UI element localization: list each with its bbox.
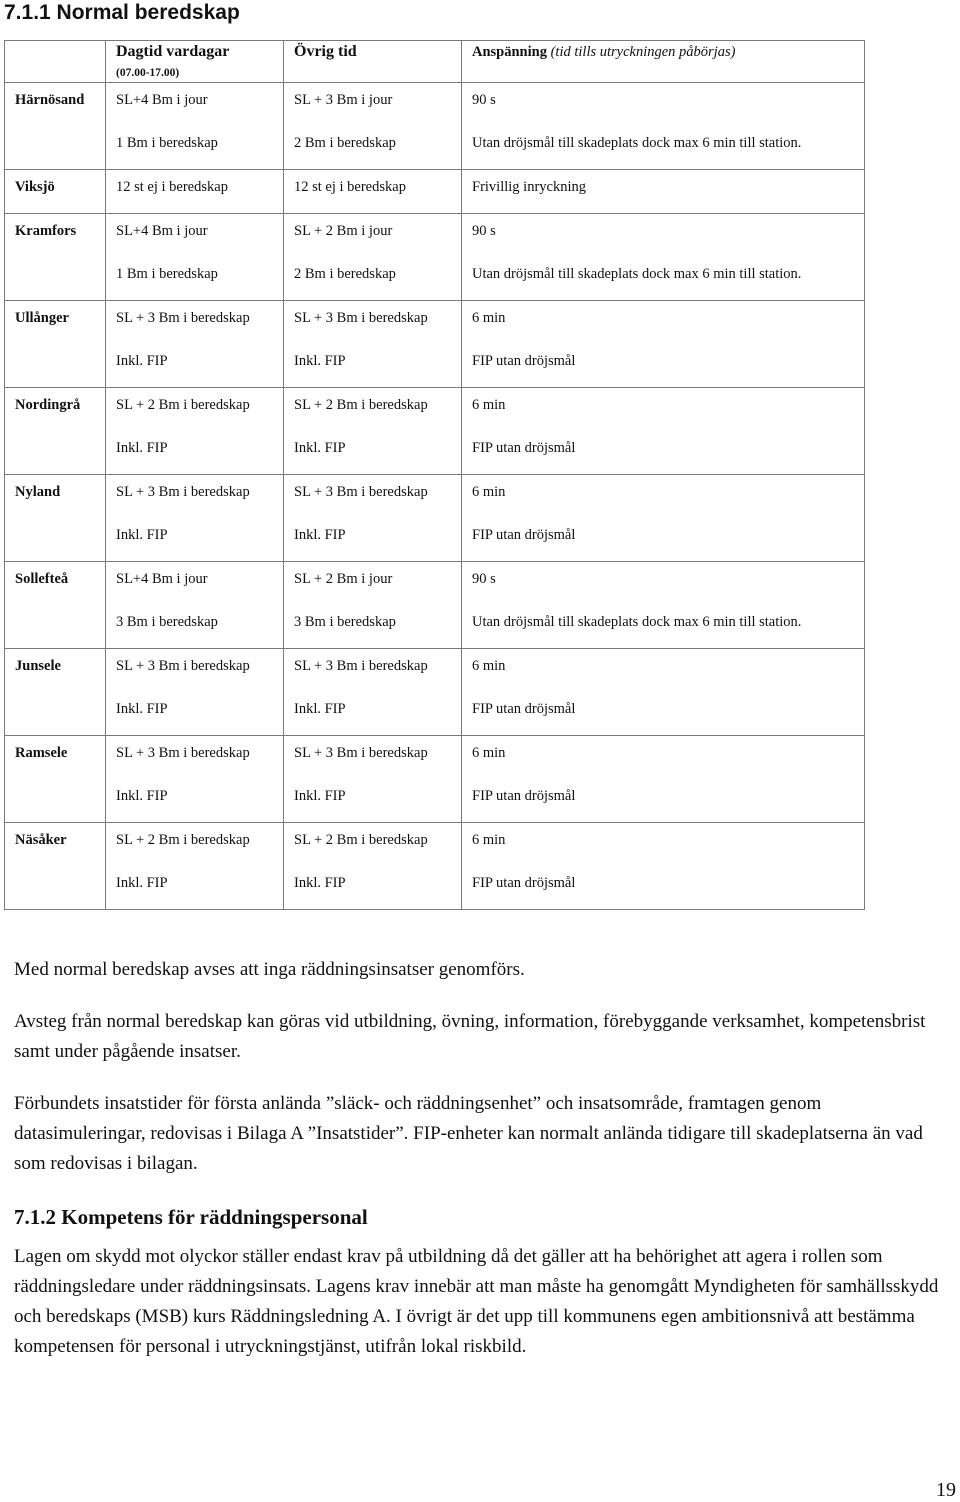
- response-time-line: 90 s: [472, 223, 496, 239]
- daytime-staffing-cell: [106, 83, 284, 170]
- other-time-staffing-line: SL + 3 Bm i beredskap: [294, 310, 428, 326]
- station-name: [5, 649, 106, 736]
- response-time-line: 6 min: [472, 658, 506, 674]
- response-time-cell: [462, 388, 865, 475]
- other-time-staffing-cell: [284, 214, 462, 301]
- daytime-staffing-line: SL + 3 Bm i beredskap: [116, 745, 250, 761]
- station-name: [5, 823, 106, 910]
- daytime-staffing-line: SL+4 Bm i jour: [116, 92, 208, 108]
- other-time-staffing-cell: [284, 475, 462, 562]
- paragraph-competence: Lagen om skydd mot olyckor ställer endast krav på utbildning då det gäller att ha behörighet att agera i rollen som räddningsledare under räddningsinsats. Lagens krav innebär att man måste ha genomgått Myndigheten för samhällsskydd och beredskaps (MSB) kurs Räddningsledning A. I övrigt är det upp till kommunens egen ambitionsnivå att bestämma kompetensen för personal i utryckningstjänst, utifrån lokal riskbild.: [14, 1246, 939, 1357]
- daytime-staffing-line: Inkl. FIP: [116, 527, 168, 543]
- paragraph-normal-readiness: Med normal beredskap avses att inga räddningsinsatser genomförs.: [14, 959, 525, 980]
- other-time-staffing-line: SL + 3 Bm i beredskap: [294, 658, 428, 674]
- daytime-staffing-line: SL + 2 Bm i beredskap: [116, 832, 250, 848]
- response-time-line: FIP utan dröjsmål: [472, 701, 576, 717]
- station-name-text: Kramfors: [15, 223, 77, 239]
- daytime-staffing-cell: [106, 736, 284, 823]
- table-row: [5, 649, 865, 736]
- response-time-line: Utan dröjsmål till skadeplats dock max 6 min till station.: [472, 614, 802, 630]
- other-time-staffing-line: SL + 2 Bm i beredskap: [294, 397, 428, 413]
- other-time-staffing-line: 12 st ej i beredskap: [294, 179, 406, 195]
- station-name-text: Ramsele: [15, 745, 68, 761]
- other-time-staffing-line: Inkl. FIP: [294, 701, 346, 717]
- daytime-staffing-cell: [106, 823, 284, 910]
- daytime-staffing-cell: [106, 214, 284, 301]
- table-row: [5, 475, 865, 562]
- station-name: [5, 562, 106, 649]
- response-time-line: 90 s: [472, 92, 496, 108]
- daytime-staffing-cell: [106, 475, 284, 562]
- response-time-cell: [462, 736, 865, 823]
- other-time-staffing-line: SL + 3 Bm i beredskap: [294, 745, 428, 761]
- daytime-staffing-line: 1 Bm i beredskap: [116, 266, 218, 282]
- other-time-staffing-cell: [284, 823, 462, 910]
- response-time-cell: [462, 649, 865, 736]
- header-place: [5, 41, 106, 83]
- response-time-cell: [462, 562, 865, 649]
- daytime-staffing-line: SL + 3 Bm i beredskap: [116, 310, 250, 326]
- daytime-staffing-line: SL+4 Bm i jour: [116, 571, 208, 587]
- header-response-title: Anspänning (tid tills utryckningen påbörjas): [472, 44, 736, 60]
- table-row: [5, 170, 865, 214]
- paragraph-response-times: Förbundets insatstider för första anlända ”släck- och räddningsenhet” och insatsområde, framtagen genom datasimuleringar, redovisas i Bilaga A ”Insatstider”. FIP-enheter kan normalt anlända tidigare till skadeplatserna än vad som redovisas i bilagan.: [14, 1093, 923, 1174]
- other-time-staffing-cell: [284, 301, 462, 388]
- table-row: [5, 562, 865, 649]
- response-time-line: Utan dröjsmål till skadeplats dock max 6 min till station.: [472, 266, 802, 282]
- station-name: [5, 301, 106, 388]
- other-time-staffing-cell: [284, 388, 462, 475]
- response-time-line: 90 s: [472, 571, 496, 587]
- other-time-staffing-line: Inkl. FIP: [294, 875, 346, 891]
- other-time-staffing-line: SL + 3 Bm i beredskap: [294, 484, 428, 500]
- response-time-line: Utan dröjsmål till skadeplats dock max 6 min till station.: [472, 135, 802, 151]
- daytime-staffing-cell: [106, 388, 284, 475]
- daytime-staffing-line: Inkl. FIP: [116, 701, 168, 717]
- station-name-text: Sollefteå: [15, 571, 69, 587]
- paragraph-deviations: Avsteg från normal beredskap kan göras vid utbildning, övning, information, förebyggande verksamhet, kompetensbrist samt under pågående insatser.: [14, 1011, 926, 1062]
- response-time-cell: [462, 170, 865, 214]
- daytime-staffing-line: 1 Bm i beredskap: [116, 135, 218, 151]
- section-heading: 7.1.1 Normal beredskap: [4, 1, 240, 24]
- table-header-row: [5, 41, 865, 83]
- page-number: 19: [936, 1479, 956, 1501]
- other-time-staffing-line: Inkl. FIP: [294, 440, 346, 456]
- table-row: [5, 301, 865, 388]
- response-time-cell: [462, 214, 865, 301]
- station-name: [5, 214, 106, 301]
- station-name-text: Junsele: [15, 658, 61, 674]
- station-name-text: Nyland: [15, 484, 61, 500]
- other-time-staffing-cell: [284, 649, 462, 736]
- other-time-staffing-line: 2 Bm i beredskap: [294, 135, 396, 151]
- response-time-cell: [462, 301, 865, 388]
- daytime-staffing-line: SL + 3 Bm i beredskap: [116, 484, 250, 500]
- response-time-line: FIP utan dröjsmål: [472, 440, 576, 456]
- header-daytime: [106, 41, 284, 83]
- other-time-staffing-line: 2 Bm i beredskap: [294, 266, 396, 282]
- table-row: [5, 83, 865, 170]
- header-other-time-title: Övrig tid: [294, 43, 357, 60]
- other-time-staffing-line: Inkl. FIP: [294, 527, 346, 543]
- other-time-staffing-line: Inkl. FIP: [294, 353, 346, 369]
- station-name: [5, 170, 106, 214]
- daytime-staffing-line: Inkl. FIP: [116, 875, 168, 891]
- other-time-staffing-line: 3 Bm i beredskap: [294, 614, 396, 630]
- response-time-cell: [462, 475, 865, 562]
- station-name: [5, 388, 106, 475]
- other-time-staffing-line: SL + 2 Bm i jour: [294, 571, 393, 587]
- other-time-staffing-line: SL + 3 Bm i jour: [294, 92, 393, 108]
- response-time-line: 6 min: [472, 484, 506, 500]
- response-time-line: Frivillig inryckning: [472, 179, 586, 195]
- subsection-heading: 7.1.2 Kompetens för räddningspersonal: [14, 1205, 368, 1229]
- station-name-text: Ullånger: [15, 310, 69, 326]
- station-name-text: Nordingrå: [15, 397, 81, 413]
- daytime-staffing-cell: [106, 562, 284, 649]
- readiness-table: [4, 40, 865, 910]
- daytime-staffing-line: 3 Bm i beredskap: [116, 614, 218, 630]
- header-other-time: [284, 41, 462, 83]
- daytime-staffing-cell: [106, 301, 284, 388]
- response-time-line: FIP utan dröjsmål: [472, 353, 576, 369]
- daytime-staffing-line: 12 st ej i beredskap: [116, 179, 228, 195]
- header-response: [462, 41, 865, 83]
- daytime-staffing-cell: [106, 649, 284, 736]
- other-time-staffing-cell: [284, 83, 462, 170]
- header-daytime-title: Dagtid vardagar: [116, 43, 230, 60]
- response-time-line: 6 min: [472, 310, 506, 326]
- station-name: [5, 736, 106, 823]
- table-row: [5, 388, 865, 475]
- other-time-staffing-cell: [284, 736, 462, 823]
- station-name: [5, 83, 106, 170]
- response-time-line: 6 min: [472, 397, 506, 413]
- header-daytime-hours: (07.00-17.00): [116, 67, 180, 79]
- daytime-staffing-line: Inkl. FIP: [116, 353, 168, 369]
- response-time-line: FIP utan dröjsmål: [472, 875, 576, 891]
- daytime-staffing-line: Inkl. FIP: [116, 788, 168, 804]
- header-response-note: (tid tills utryckningen påbörjas): [550, 44, 736, 60]
- station-name-text: Viksjö: [15, 179, 55, 195]
- other-time-staffing-line: SL + 2 Bm i beredskap: [294, 832, 428, 848]
- table-row: [5, 823, 865, 910]
- daytime-staffing-line: SL + 3 Bm i beredskap: [116, 658, 250, 674]
- response-time-line: FIP utan dröjsmål: [472, 788, 576, 804]
- other-time-staffing-cell: [284, 562, 462, 649]
- station-name-text: Näsåker: [15, 832, 67, 848]
- response-time-line: FIP utan dröjsmål: [472, 527, 576, 543]
- station-name: [5, 475, 106, 562]
- daytime-staffing-line: SL + 2 Bm i beredskap: [116, 397, 250, 413]
- response-time-line: 6 min: [472, 832, 506, 848]
- other-time-staffing-line: Inkl. FIP: [294, 788, 346, 804]
- station-name-text: Härnösand: [15, 92, 85, 108]
- daytime-staffing-cell: [106, 170, 284, 214]
- other-time-staffing-cell: [284, 170, 462, 214]
- daytime-staffing-line: SL+4 Bm i jour: [116, 223, 208, 239]
- daytime-staffing-line: Inkl. FIP: [116, 440, 168, 456]
- response-time-cell: [462, 823, 865, 910]
- response-time-line: 6 min: [472, 745, 506, 761]
- other-time-staffing-line: SL + 2 Bm i jour: [294, 223, 393, 239]
- table-row: [5, 736, 865, 823]
- table-row: [5, 214, 865, 301]
- response-time-cell: [462, 83, 865, 170]
